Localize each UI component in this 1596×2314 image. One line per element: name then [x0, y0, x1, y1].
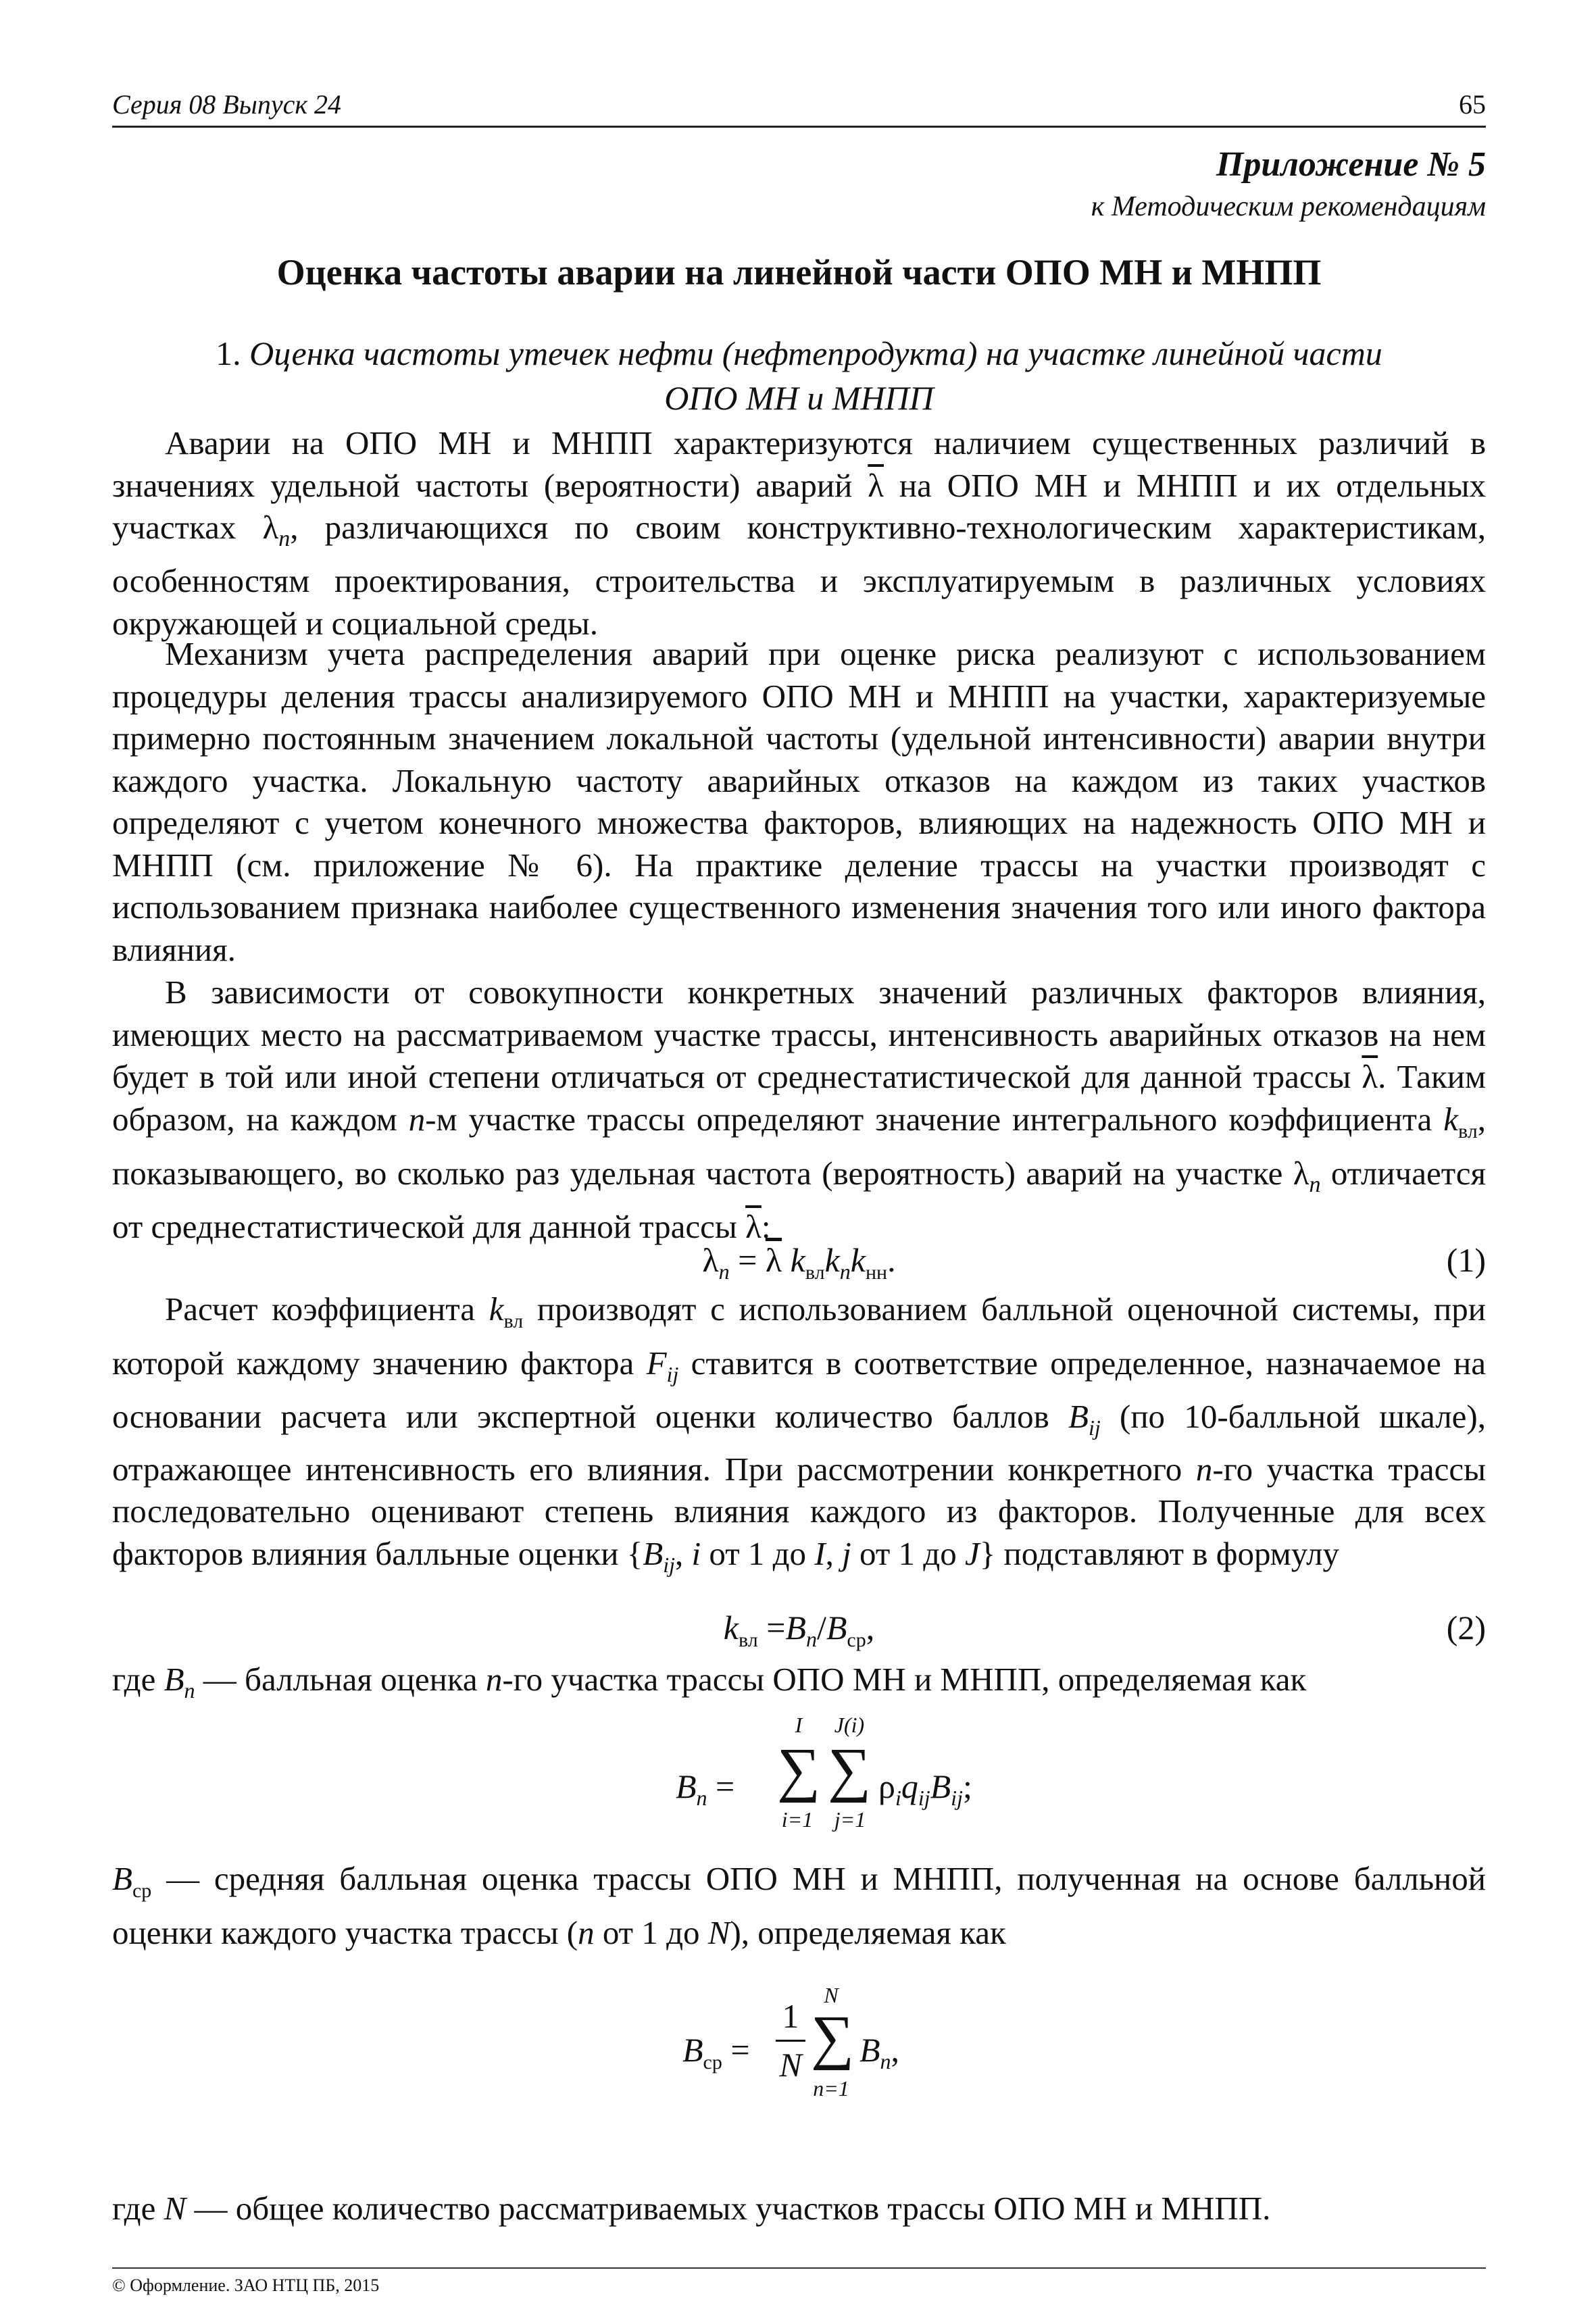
lambda-bar: $\overline{\lambda}$: [868, 466, 884, 504]
footer-divider: [112, 2267, 1486, 2269]
paragraph-1: Аварии на ОПО МН и МНПП характеризуются наличием существенных различий в значениях удельной частоты (вероятности) аварий $\overline{\lambda}$ на ОПО МН и МНПП и их отдельных участках $\lambda_n$, различающихся по своим конструктивно-технологическим характеристикам, особенностям проектирования, строительства и эксплуатируемым в различных условиях окружающей и социальной среды.: [112, 424, 1486, 642]
appendix-block: [1091, 143, 1486, 227]
document-title: Оценка частоты аварии на линейной части ОПО МН и МНПП: [276, 252, 1322, 293]
running-header: [112, 85, 1486, 128]
section-title-line1: Оценка частоты утечек нефти (нефтепродукта) на участке линейной части: [249, 334, 1382, 372]
where-bsr: $B_{ср}$ — средняя балльная оценка трассы ОПО МН и МНПП, полученная на основе балльной оценки каждого участка трассы (n от 1 до N), определяемая как: [112, 1860, 1486, 1952]
equation-2: $k_{вл} =B_n/B_{ср}$, (2): [723, 1609, 1486, 1651]
equation-4: $B_{ср}$ = 1 N N ∑ n=1 $B_n$,: [682, 1983, 900, 2101]
equation-1: $\lambda_n = \overline{\lambda}$ $k_{вл}k_nk_{нн}$. (1): [702, 1241, 1486, 1284]
where-n: где N — общее количество рассматриваемых участков трассы ОПО МН и МНПП.: [112, 2190, 1271, 2227]
equation-3: $B_n$ = I ∑ i=1 J(i) ∑ j=1 $\rho_iq_{ij}B_{ij}$;: [676, 1713, 972, 1832]
section-heading: [112, 331, 1486, 420]
appendix-title: Приложение № 5: [1216, 145, 1486, 184]
paragraph-3: В зависимости от совокупности конкретных значений различных факторов влияния, имеющих место на рассматриваемом участке трассы, интенсивность аварийных отказов на нем будет в той или иной степени отличаться от среднестатистической для данной трассы $\overline{\lambda}$. Таким образом, на каждом n-м участке трассы определяют значение интегрального коэффициента $k_{вл}$, показывающего, во сколько раз удельная частота (вероятность) аварий на участке $\lambda_n$ отличается от среднестатистической для данной трассы $\overline{\lambda}$:: [112, 974, 1486, 1246]
page-number: 65: [1459, 89, 1486, 120]
paragraph-2: Механизм учета распределения аварий при оценке риска реализуют с использованием процедуры деления трассы анализируемого ОПО МН и МНПП на участки, характеризуемые примерно постоянным значением локальной частоты (удельной интенсивности) аварии внутри каждого участка. Локальную частоту аварийных отказов на каждом из таких участков определяют с учетом конечного множества факторов, влияющих на надежность ОПО МН и МНПП (см. приложение № 6). На практике деление трассы на участки производят с использованием признака наиболее существенного изменения значения того или иного фактора влияния.: [112, 635, 1486, 968]
footer-copyright: © Оформление. ЗАО НТЦ ПБ, 2015: [112, 2275, 380, 2295]
paragraph-4: Расчет коэффициента $k_{вл}$ производят с использованием балльной оценочной системы, при которой каждому значению фактора $F_{ij}$ ставится в соответствие определенное, назначаемое на основании расчета или экспертной оценки количество баллов $B_{ij}$ (по 10-балльной шкале), отражающее интенсивность его влияния. При рассмотрении конкретного n-го участка трассы последовательно оценивают степень влияния каждого из факторов. Полученные для всех факторов влияния балльные оценки {$B_{ij}$, i от 1 до I, j от 1 до J} подставляют в формулу: [112, 1290, 1486, 1577]
equation-number-2: (2): [1446, 1609, 1486, 1646]
equation-number-1: (1): [1446, 1241, 1486, 1279]
where-bn: где $B_n$ — балльная оценка n-го участка трассы ОПО МН и МНПП, определяемая как: [112, 1661, 1307, 1703]
series-label: Серия 08 Выпуск 24: [112, 89, 342, 120]
appendix-subtitle: к Методическим рекомендациям: [1091, 191, 1486, 222]
section-number: 1.: [216, 334, 241, 372]
section-title-line2: ОПО МН и МНПП: [664, 379, 934, 417]
